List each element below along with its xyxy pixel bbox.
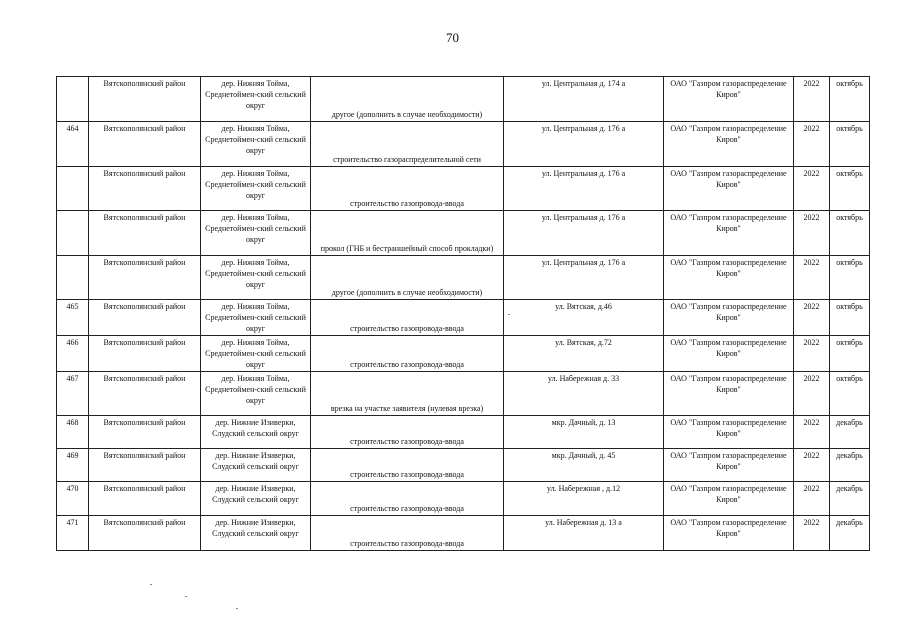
work-type-cell: другое (дополнить в случае необходимости)	[311, 77, 504, 122]
organization-cell: ОАО "Газпром газораспределение Киров"	[664, 336, 794, 372]
locality-cell: дер. Нижняя Тойма, Среднетоймен-ский сельский округ	[201, 372, 311, 416]
address-cell: ул. Набережная д. 13 а	[504, 516, 664, 551]
scan-speck	[508, 314, 510, 315]
year-cell: 2022	[794, 416, 830, 449]
year-cell: 2022	[794, 482, 830, 516]
address-cell: ул. Центральная д. 176 а	[504, 122, 664, 167]
row-number	[57, 77, 89, 122]
district-cell: Вятскополянский район	[89, 372, 201, 416]
month-cell: октябрь	[830, 77, 870, 122]
month-cell: декабрь	[830, 449, 870, 482]
work-type-cell: строительство газопровода-ввода	[311, 482, 504, 516]
gas-works-table	[56, 76, 870, 551]
organization-cell: ОАО "Газпром газораспределение Киров"	[664, 482, 794, 516]
work-type-cell: строительство газопровода-ввода	[311, 516, 504, 551]
year-cell: 2022	[794, 336, 830, 372]
month-cell: октябрь	[830, 167, 870, 211]
work-type-cell: строительство газопровода-ввода	[311, 416, 504, 449]
district-cell: Вятскополянский район	[89, 122, 201, 167]
district-cell: Вятскополянский район	[89, 482, 201, 516]
district-cell: Вятскополянский район	[89, 416, 201, 449]
year-cell: 2022	[794, 372, 830, 416]
address-cell: мкр. Дачный, д. 45	[504, 449, 664, 482]
district-cell: Вятскополянский район	[89, 516, 201, 551]
district-cell: Вятскополянский район	[89, 256, 201, 300]
district-cell: Вятскополянский район	[89, 449, 201, 482]
row-number: 469	[57, 449, 89, 482]
row-number	[57, 167, 89, 211]
page-number: 70	[446, 30, 459, 45]
table-row	[57, 516, 870, 551]
table-row	[57, 482, 870, 516]
table-row	[57, 167, 870, 211]
table-body	[57, 77, 870, 551]
table-row	[57, 122, 870, 167]
month-cell: октябрь	[830, 372, 870, 416]
locality-cell: дер. Нижние Изиверки, Слудский сельский округ	[201, 482, 311, 516]
year-cell: 2022	[794, 211, 830, 256]
table-row	[57, 300, 870, 336]
year-cell: 2022	[794, 449, 830, 482]
row-number: 467	[57, 372, 89, 416]
work-type-cell: строительство газопровода-ввода	[311, 300, 504, 336]
row-number: 468	[57, 416, 89, 449]
address-cell: ул. Центральная д. 176 а	[504, 256, 664, 300]
work-type-cell: строительство газораспределительной сети	[311, 122, 504, 167]
locality-cell: дер. Нижние Изиверки, Слудский сельский округ	[201, 516, 311, 551]
address-cell: ул. Набережная д. 33	[504, 372, 664, 416]
row-number: 466	[57, 336, 89, 372]
scan-speck	[236, 608, 238, 609]
table-row	[57, 336, 870, 372]
locality-cell: дер. Нижняя Тойма, Среднетоймен-ский сельский округ	[201, 167, 311, 211]
month-cell: октябрь	[830, 336, 870, 372]
month-cell: октябрь	[830, 300, 870, 336]
organization-cell: ОАО "Газпром газораспределение Киров"	[664, 211, 794, 256]
year-cell: 2022	[794, 516, 830, 551]
row-number: 471	[57, 516, 89, 551]
locality-cell: дер. Нижняя Тойма, Среднетоймен-ский сельский округ	[201, 300, 311, 336]
organization-cell: ОАО "Газпром газораспределение Киров"	[664, 516, 794, 551]
district-cell: Вятскополянский район	[89, 167, 201, 211]
table-row	[57, 256, 870, 300]
work-type-cell: врезка на участке заявителя (нулевая врезка)	[311, 372, 504, 416]
table-row	[57, 77, 870, 122]
row-number: 465	[57, 300, 89, 336]
address-cell: ул. Набережная , д.12	[504, 482, 664, 516]
row-number: 464	[57, 122, 89, 167]
month-cell: октябрь	[830, 211, 870, 256]
year-cell: 2022	[794, 256, 830, 300]
locality-cell: дер. Нижняя Тойма, Среднетоймен-ский сельский округ	[201, 211, 311, 256]
address-cell: ул. Центральная д. 176 а	[504, 167, 664, 211]
organization-cell: ОАО "Газпром газораспределение Киров"	[664, 77, 794, 122]
month-cell: октябрь	[830, 122, 870, 167]
work-type-cell: прокол (ГНБ и бестраншейный способ прокладки)	[311, 211, 504, 256]
organization-cell: ОАО "Газпром газораспределение Киров"	[664, 372, 794, 416]
district-cell: Вятскополянский район	[89, 336, 201, 372]
address-cell: мкр. Дачный, д. 13	[504, 416, 664, 449]
organization-cell: ОАО "Газпром газораспределение Киров"	[664, 449, 794, 482]
row-number	[57, 256, 89, 300]
organization-cell: ОАО "Газпром газораспределение Киров"	[664, 167, 794, 211]
year-cell: 2022	[794, 167, 830, 211]
organization-cell: ОАО "Газпром газораспределение Киров"	[664, 416, 794, 449]
address-cell: ул. Центральная д. 176 а	[504, 211, 664, 256]
address-cell: ул. Центральная д. 174 а	[504, 77, 664, 122]
row-number: 470	[57, 482, 89, 516]
district-cell: Вятскополянский район	[89, 77, 201, 122]
district-cell: Вятскополянский район	[89, 300, 201, 336]
work-type-cell: другое (дополнить в случае необходимости)	[311, 256, 504, 300]
organization-cell: ОАО "Газпром газораспределение Киров"	[664, 122, 794, 167]
month-cell: декабрь	[830, 516, 870, 551]
address-cell: ул. Вятская, д.46	[504, 300, 664, 336]
organization-cell: ОАО "Газпром газораспределение Киров"	[664, 300, 794, 336]
scan-speck	[150, 584, 152, 585]
table-row	[57, 416, 870, 449]
month-cell: декабрь	[830, 482, 870, 516]
table-row	[57, 449, 870, 482]
table-row	[57, 211, 870, 256]
scan-speck	[185, 596, 187, 597]
year-cell: 2022	[794, 300, 830, 336]
row-number	[57, 211, 89, 256]
locality-cell: дер. Нижние Изиверки, Слудский сельский округ	[201, 449, 311, 482]
work-type-cell: строительство газопровода-ввода	[311, 336, 504, 372]
organization-cell: ОАО "Газпром газораспределение Киров"	[664, 256, 794, 300]
locality-cell: дер. Нижняя Тойма, Среднетоймен-ский сельский округ	[201, 122, 311, 167]
table-row	[57, 372, 870, 416]
work-type-cell: строительство газопровода-ввода	[311, 167, 504, 211]
month-cell: декабрь	[830, 416, 870, 449]
district-cell: Вятскополянский район	[89, 211, 201, 256]
locality-cell: дер. Нижняя Тойма, Среднетоймен-ский сельский округ	[201, 256, 311, 300]
locality-cell: дер. Нижняя Тойма, Среднетоймен-ский сельский округ	[201, 336, 311, 372]
month-cell: октябрь	[830, 256, 870, 300]
locality-cell: дер. Нижняя Тойма, Среднетоймен-ский сельский округ	[201, 77, 311, 122]
year-cell: 2022	[794, 77, 830, 122]
locality-cell: дер. Нижние Изиверки, Слудский сельский округ	[201, 416, 311, 449]
year-cell: 2022	[794, 122, 830, 167]
work-type-cell: строительство газопровода-ввода	[311, 449, 504, 482]
address-cell: ул. Вятская, д.72	[504, 336, 664, 372]
